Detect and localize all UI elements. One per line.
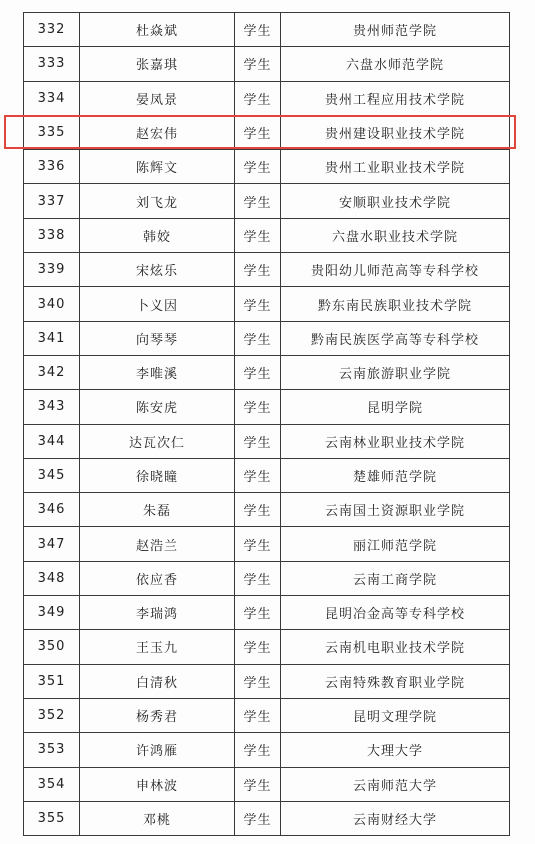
school-cell: 贵州工程应用技术学院	[281, 81, 510, 115]
role-cell: 学生	[235, 81, 281, 115]
table-row	[24, 115, 510, 149]
row-number-cell: 345	[24, 458, 80, 492]
table-row	[24, 218, 510, 252]
role-cell: 学生	[235, 253, 281, 287]
table-row	[24, 630, 510, 664]
student-name-cell: 晏凤景	[80, 81, 235, 115]
table-row	[24, 390, 510, 424]
student-name-cell: 达瓦次仁	[80, 424, 235, 458]
role-cell: 学生	[235, 424, 281, 458]
row-number-cell: 352	[24, 698, 80, 732]
table-row	[24, 801, 510, 835]
role-cell: 学生	[235, 287, 281, 321]
role-cell: 学生	[235, 321, 281, 355]
student-name-cell: 依应香	[80, 561, 235, 595]
student-name-cell: 杜焱斌	[80, 13, 235, 47]
student-name-cell: 许鸿雁	[80, 733, 235, 767]
school-cell: 黔南民族医学高等专科学校	[281, 321, 510, 355]
table-row	[24, 184, 510, 218]
table-row	[24, 321, 510, 355]
student-name-cell: 李瑞鸿	[80, 596, 235, 630]
role-cell: 学生	[235, 733, 281, 767]
row-number-cell: 350	[24, 630, 80, 664]
table-row	[24, 287, 510, 321]
row-number-cell: 338	[24, 218, 80, 252]
student-name-cell: 邓桃	[80, 801, 235, 835]
role-cell: 学生	[235, 596, 281, 630]
row-number-cell: 335	[24, 115, 80, 149]
role-cell: 学生	[235, 355, 281, 389]
school-cell: 楚雄师范学院	[281, 458, 510, 492]
student-name-cell: 宋炫乐	[80, 253, 235, 287]
school-cell: 昆明学院	[281, 390, 510, 424]
role-cell: 学生	[235, 630, 281, 664]
role-cell: 学生	[235, 218, 281, 252]
table-row	[24, 596, 510, 630]
school-cell: 云南国土资源职业学院	[281, 493, 510, 527]
student-name-cell: 陈安虎	[80, 390, 235, 424]
role-cell: 学生	[235, 527, 281, 561]
row-number-cell: 334	[24, 81, 80, 115]
school-cell: 云南师范大学	[281, 767, 510, 801]
student-name-cell: 王玉九	[80, 630, 235, 664]
row-number-cell: 347	[24, 527, 80, 561]
role-cell: 学生	[235, 390, 281, 424]
student-roster-table	[23, 12, 510, 836]
role-cell: 学生	[235, 13, 281, 47]
row-number-cell: 348	[24, 561, 80, 595]
student-name-cell: 赵浩兰	[80, 527, 235, 561]
table-row	[24, 698, 510, 732]
table-row	[24, 81, 510, 115]
row-number-cell: 337	[24, 184, 80, 218]
row-number-cell: 351	[24, 664, 80, 698]
school-cell: 昆明文理学院	[281, 698, 510, 732]
row-number-cell: 349	[24, 596, 80, 630]
role-cell: 学生	[235, 664, 281, 698]
student-name-cell: 朱磊	[80, 493, 235, 527]
table-row	[24, 493, 510, 527]
school-cell: 贵州建设职业技术学院	[281, 115, 510, 149]
row-number-cell: 332	[24, 13, 80, 47]
school-cell: 大理大学	[281, 733, 510, 767]
student-name-cell: 赵宏伟	[80, 115, 235, 149]
role-cell: 学生	[235, 493, 281, 527]
row-number-cell: 336	[24, 150, 80, 184]
table-row	[24, 355, 510, 389]
table-row	[24, 150, 510, 184]
school-cell: 贵州师范学院	[281, 13, 510, 47]
school-cell: 贵阳幼儿师范高等专科学校	[281, 253, 510, 287]
role-cell: 学生	[235, 801, 281, 835]
role-cell: 学生	[235, 115, 281, 149]
table-row	[24, 527, 510, 561]
school-cell: 云南旅游职业学院	[281, 355, 510, 389]
role-cell: 学生	[235, 150, 281, 184]
table-row	[24, 561, 510, 595]
student-name-cell: 向琴琴	[80, 321, 235, 355]
row-number-cell: 339	[24, 253, 80, 287]
row-number-cell: 341	[24, 321, 80, 355]
role-cell: 学生	[235, 458, 281, 492]
table-row	[24, 664, 510, 698]
table-row	[24, 424, 510, 458]
role-cell: 学生	[235, 767, 281, 801]
school-cell: 云南机电职业技术学院	[281, 630, 510, 664]
row-number-cell: 342	[24, 355, 80, 389]
row-number-cell: 354	[24, 767, 80, 801]
table-row	[24, 458, 510, 492]
student-name-cell: 申林波	[80, 767, 235, 801]
row-number-cell: 343	[24, 390, 80, 424]
table-row	[24, 13, 510, 47]
row-number-cell: 340	[24, 287, 80, 321]
school-cell: 黔东南民族职业技术学院	[281, 287, 510, 321]
school-cell: 安顺职业技术学院	[281, 184, 510, 218]
table-row	[24, 733, 510, 767]
student-name-cell: 李唯溪	[80, 355, 235, 389]
student-name-cell: 刘飞龙	[80, 184, 235, 218]
student-name-cell: 白清秋	[80, 664, 235, 698]
row-number-cell: 344	[24, 424, 80, 458]
table-row	[24, 253, 510, 287]
role-cell: 学生	[235, 184, 281, 218]
roster-body	[24, 13, 510, 836]
school-cell: 六盘水师范学院	[281, 47, 510, 81]
row-number-cell: 333	[24, 47, 80, 81]
row-number-cell: 346	[24, 493, 80, 527]
role-cell: 学生	[235, 698, 281, 732]
role-cell: 学生	[235, 47, 281, 81]
school-cell: 云南财经大学	[281, 801, 510, 835]
row-number-cell: 355	[24, 801, 80, 835]
role-cell: 学生	[235, 561, 281, 595]
school-cell: 云南特殊教育职业学院	[281, 664, 510, 698]
student-name-cell: 杨秀君	[80, 698, 235, 732]
table-row	[24, 47, 510, 81]
school-cell: 昆明冶金高等专科学校	[281, 596, 510, 630]
student-name-cell: 徐晓瞳	[80, 458, 235, 492]
table-row	[24, 767, 510, 801]
student-name-cell: 韩姣	[80, 218, 235, 252]
row-number-cell: 353	[24, 733, 80, 767]
school-cell: 云南林业职业技术学院	[281, 424, 510, 458]
student-name-cell: 陈辉文	[80, 150, 235, 184]
school-cell: 云南工商学院	[281, 561, 510, 595]
school-cell: 丽江师范学院	[281, 527, 510, 561]
school-cell: 贵州工业职业技术学院	[281, 150, 510, 184]
school-cell: 六盘水职业技术学院	[281, 218, 510, 252]
student-name-cell: 卜义因	[80, 287, 235, 321]
student-name-cell: 张嘉琪	[80, 47, 235, 81]
